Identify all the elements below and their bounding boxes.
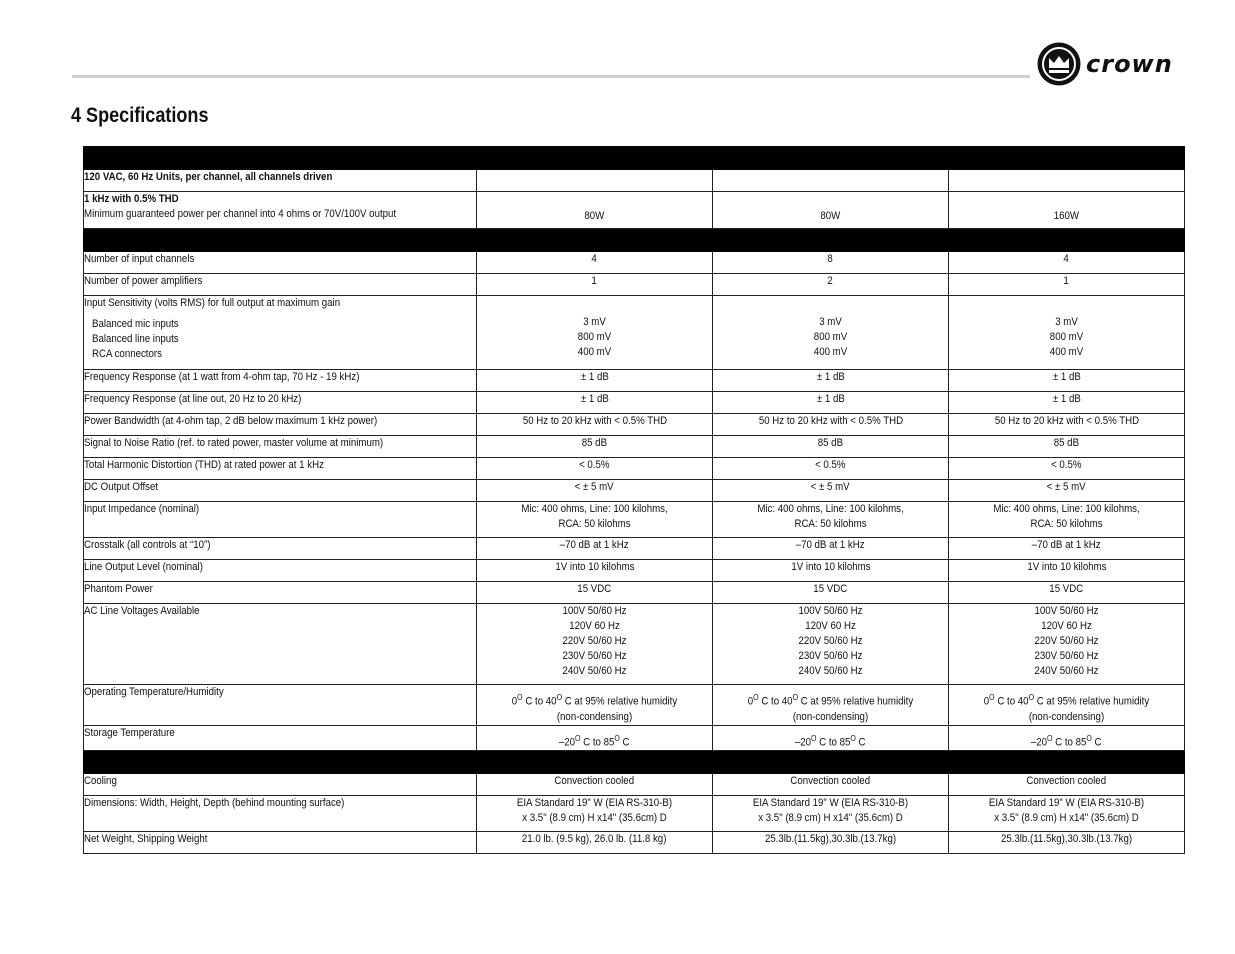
cell-text: 400 mV [813, 346, 848, 358]
cell-text: EIA Standard 19" W (EIA RS-310-B) [988, 797, 1145, 810]
cell-text: 50 Hz to 20 kHz with < 0.5% THD [522, 415, 667, 427]
cell-text: 8 [827, 253, 834, 265]
cell-text: 220V 50/60 Hz [1034, 635, 1099, 647]
cell-text: 4 [591, 253, 598, 265]
cell-text: 80W [584, 210, 605, 222]
row-label [84, 685, 477, 726]
section-bar-physical [84, 751, 1185, 774]
table-row [84, 370, 1185, 392]
row-label [84, 274, 477, 296]
cell-text: Mic: 400 ohms, Line: 100 kilohms, [993, 503, 1140, 515]
cell-text: Input Sensitivity (volts RMS) for full output at maximum gain [84, 297, 341, 309]
value-cell [477, 436, 713, 458]
cell-text: 15 VDC [577, 583, 612, 595]
table-row [84, 170, 1185, 192]
row-label [84, 414, 477, 436]
row-label [84, 502, 477, 538]
value-cell [949, 192, 1185, 229]
table-row [84, 192, 1185, 229]
table-row [84, 436, 1185, 458]
cell-text: C to 85 [816, 736, 851, 749]
cell-text: 85 dB [581, 437, 608, 449]
cell-text: 0 [511, 695, 518, 708]
value-cell [477, 774, 713, 796]
cell-text: 100V 50/60 Hz [798, 605, 863, 617]
row-label [84, 604, 477, 685]
row-label [84, 392, 477, 414]
cell-text: x 3.5" (8.9 cm) H x14" (35.6cm) D [758, 812, 903, 825]
value-cell [713, 414, 949, 436]
value-cell [713, 832, 949, 854]
table-row [84, 774, 1185, 796]
cell-text: 800 mV [813, 331, 848, 343]
cell-text: C [856, 736, 866, 749]
value-cell [713, 370, 949, 392]
value-cell [713, 252, 949, 274]
value-cell [949, 392, 1185, 414]
value-cell [713, 685, 949, 726]
cell-text: C to 40 [758, 695, 793, 708]
cell-text: Dimensions: Width, Height, Depth (behind mounting surface) [84, 797, 345, 810]
cell-text: 15 VDC [1049, 583, 1084, 595]
cell-text: Number of power amplifiers [84, 275, 203, 287]
value-cell [713, 582, 949, 604]
cell-text: Input Impedance (nominal) [84, 503, 200, 515]
cell-text: 230V 50/60 Hz [798, 650, 863, 662]
value-cell [713, 538, 949, 560]
crown-emblem-icon [1036, 41, 1082, 87]
cell-text [84, 317, 476, 362]
cell-text: ± 1 dB [580, 371, 609, 383]
degree-mark: O [1028, 693, 1035, 702]
cell-text: 0 [983, 695, 990, 708]
cell-text: Minimum guaranteed power per channel into 4 ohms or 70V/100V output [84, 208, 397, 220]
cell-text: 800 mV [577, 331, 612, 343]
value-cell [477, 414, 713, 436]
value-cell [949, 832, 1185, 854]
cell-text: 100V 50/60 Hz [1034, 605, 1099, 617]
cell-text: –70 dB at 1 kHz [796, 539, 865, 551]
table-row [84, 274, 1185, 296]
cell-text: 240V 50/60 Hz [798, 665, 863, 677]
spec-table [83, 146, 1185, 854]
row-label [84, 252, 477, 274]
value-cell [949, 774, 1185, 796]
cell-text: Cooling [84, 775, 117, 788]
degree-mark: O [792, 693, 799, 702]
cell-text: Convection cooled [790, 775, 871, 788]
cell-text: 800 mV [1049, 331, 1084, 343]
cell-text: EIA Standard 19" W (EIA RS-310-B) [516, 797, 673, 810]
degree-mark: O [753, 693, 759, 702]
cell-text: RCA: 50 kilohms [1030, 518, 1103, 530]
table-row [84, 582, 1185, 604]
value-cell [949, 538, 1185, 560]
cell-text: 85 dB [817, 437, 844, 449]
row-label [84, 436, 477, 458]
cell-text: 120V 60 Hz [569, 620, 620, 632]
cell-text: Line Output Level (nominal) [84, 561, 203, 573]
cell-text: ± 1 dB [1052, 393, 1081, 405]
table-row [84, 832, 1185, 854]
table-row [84, 685, 1185, 726]
table-row [84, 796, 1185, 832]
cell-text: –20 [795, 736, 812, 749]
degree-mark: O [850, 733, 857, 743]
cell-text: (non-condensing) [1028, 710, 1105, 723]
cell-text: 25.3lb.(11.5kg),30.3lb.(13.7kg) [1000, 833, 1133, 846]
value-cell [949, 502, 1185, 538]
cell-text: 160W [1053, 210, 1080, 222]
value-cell [949, 685, 1185, 726]
cell-text: 50 Hz to 20 kHz with < 0.5% THD [758, 415, 903, 427]
cell-text: 240V 50/60 Hz [562, 665, 627, 677]
value-cell [477, 502, 713, 538]
cell-text: –70 dB at 1 kHz [560, 539, 629, 551]
value-cell [949, 370, 1185, 392]
crown-logo [1036, 40, 1173, 88]
value-cell [477, 538, 713, 560]
value-cell [84, 147, 1185, 170]
cell-text [727, 690, 934, 710]
value-cell [713, 796, 949, 832]
cell-text: C to 40 [522, 695, 557, 708]
cell-text: < 0.5% [579, 459, 610, 471]
cell-text: C at 95% relative humidity [798, 695, 914, 708]
cell-text: EIA Standard 19" W (EIA RS-310-B) [752, 797, 909, 810]
cell-text: 3 mV [583, 316, 606, 328]
row-label [84, 832, 477, 854]
section-bar-performance [84, 229, 1185, 252]
value-cell [713, 502, 949, 538]
row-label [84, 192, 477, 229]
value-cell [713, 480, 949, 502]
row-label [84, 458, 477, 480]
degree-mark: O [811, 733, 817, 743]
value-cell [477, 274, 713, 296]
cell-text: C to 85 [580, 736, 615, 749]
value-cell [949, 458, 1185, 480]
value-cell [477, 480, 713, 502]
table-row [84, 296, 1185, 370]
value-cell [477, 560, 713, 582]
cell-text: 120 VAC, 60 Hz Units, per channel, all channels driven [84, 171, 333, 183]
value-cell [713, 170, 949, 192]
table-row [84, 538, 1185, 560]
value-cell [949, 480, 1185, 502]
logo-wordmark: crown [1086, 50, 1173, 78]
cell-text: Convection cooled [554, 775, 635, 788]
value-cell [713, 392, 949, 414]
cell-text: 1 kHz with 0.5% THD [84, 193, 179, 205]
value-cell [477, 296, 713, 370]
cell-text: Mic: 400 ohms, Line: 100 kilohms, [521, 503, 668, 515]
cell-text: 1 [1063, 275, 1070, 287]
value-cell [949, 414, 1185, 436]
value-cell [949, 796, 1185, 832]
row-label [84, 796, 477, 832]
value-cell [949, 582, 1185, 604]
cell-text: 100V 50/60 Hz [562, 605, 627, 617]
cell-text: Frequency Response (at line out, 20 Hz to 20 kHz) [84, 393, 302, 405]
cell-text: AC Line Voltages Available [84, 605, 200, 617]
cell-text: 1 [591, 275, 598, 287]
table-row [84, 480, 1185, 502]
cell-text: 21.0 lb. (9.5 kg), 26.0 lb. (11.8 kg) [522, 833, 667, 846]
degree-mark: O [614, 733, 621, 743]
cell-text: Storage Temperature [84, 726, 175, 739]
value-cell [949, 274, 1185, 296]
cell-text: 220V 50/60 Hz [798, 635, 863, 647]
cell-text: 120V 60 Hz [805, 620, 856, 632]
cell-text: Number of input channels [84, 253, 195, 265]
value-cell [477, 832, 713, 854]
row-label [84, 560, 477, 582]
cell-text: Frequency Response (at 1 watt from 4-ohm tap, 70 Hz - 19 kHz) [84, 371, 360, 383]
row-label [84, 538, 477, 560]
cell-text: 1V into 10 kilohms [554, 561, 635, 573]
value-cell [477, 192, 713, 229]
cell-text [795, 731, 866, 751]
cell-text: (non-condensing) [792, 710, 869, 723]
cell-text: 230V 50/60 Hz [1034, 650, 1099, 662]
table-row [84, 502, 1185, 538]
value-cell [477, 458, 713, 480]
value-cell [713, 560, 949, 582]
degree-mark: O [1047, 733, 1053, 743]
cell-text: 15 VDC [813, 583, 848, 595]
cell-text: 0 [747, 695, 754, 708]
cell-text: Balanced line inputs [92, 333, 179, 345]
value-cell [713, 192, 949, 229]
value-cell [949, 604, 1185, 685]
degree-mark: O [575, 733, 581, 743]
row-label [84, 582, 477, 604]
value-cell [713, 774, 949, 796]
cell-text: Balanced mic inputs [92, 318, 179, 330]
cell-text: 2 [827, 275, 834, 287]
page-title: 4 Specifications [71, 104, 209, 127]
cell-text: 220V 50/60 Hz [562, 635, 627, 647]
cell-text: ± 1 dB [816, 393, 845, 405]
cell-text: < ± 5 mV [811, 481, 850, 493]
cell-text: < 0.5% [815, 459, 846, 471]
table-row [84, 392, 1185, 414]
cell-text: 400 mV [577, 346, 612, 358]
cell-text: DC Output Offset [84, 481, 159, 493]
cell-text: C to 40 [994, 695, 1029, 708]
cell-text [491, 690, 698, 710]
cell-text: 1V into 10 kilohms [1026, 561, 1107, 573]
cell-text: –20 [559, 736, 576, 749]
value-cell [477, 252, 713, 274]
cell-text [1031, 731, 1102, 751]
value-cell [713, 458, 949, 480]
cell-text: 50 Hz to 20 kHz with < 0.5% THD [994, 415, 1139, 427]
table-row [84, 604, 1185, 685]
degree-mark: O [556, 693, 563, 702]
cell-text: 400 mV [1049, 346, 1084, 358]
value-cell [713, 436, 949, 458]
value-cell [477, 170, 713, 192]
value-cell [84, 229, 1185, 252]
value-cell [949, 436, 1185, 458]
value-cell [949, 170, 1185, 192]
cell-text: < 0.5% [1051, 459, 1082, 471]
value-cell [84, 751, 1185, 774]
value-cell [713, 604, 949, 685]
cell-text: Power Bandwidth (at 4-ohm tap, 2 dB below maximum 1 kHz power) [84, 415, 378, 427]
cell-text: 3 mV [1055, 316, 1078, 328]
cell-text: 120V 60 Hz [1041, 620, 1092, 632]
cell-text: RCA: 50 kilohms [794, 518, 867, 530]
cell-text: 80W [820, 210, 841, 222]
degree-mark: O [517, 693, 523, 702]
cell-text: RCA: 50 kilohms [558, 518, 631, 530]
cell-text: < ± 5 mV [1047, 481, 1086, 493]
cell-text: Mic: 400 ohms, Line: 100 kilohms, [757, 503, 904, 515]
table-row [84, 252, 1185, 274]
cell-text: C [620, 736, 630, 749]
row-label [84, 370, 477, 392]
table-row [84, 560, 1185, 582]
value-cell [949, 725, 1185, 751]
cell-text: (non-condensing) [556, 710, 633, 723]
row-label [84, 774, 477, 796]
cell-text: 3 mV [819, 316, 842, 328]
cell-text: ± 1 dB [1052, 371, 1081, 383]
cell-text: Operating Temperature/Humidity [84, 686, 224, 698]
cell-text: ± 1 dB [580, 393, 609, 405]
cell-text: 240V 50/60 Hz [1034, 665, 1099, 677]
header-rule [72, 75, 1030, 78]
row-label [84, 725, 477, 751]
degree-mark: O [1086, 733, 1093, 743]
table-row [84, 458, 1185, 480]
cell-text: Signal to Noise Ratio (ref. to rated power, master volume at minimum) [84, 437, 384, 449]
value-cell [949, 252, 1185, 274]
cell-text: C at 95% relative humidity [562, 695, 678, 708]
cell-text: 1V into 10 kilohms [790, 561, 871, 573]
cell-text: Convection cooled [1026, 775, 1107, 788]
section-bar-output [84, 147, 1185, 170]
cell-text: C at 95% relative humidity [1034, 695, 1150, 708]
cell-text: 85 dB [1053, 437, 1080, 449]
cell-text: x 3.5" (8.9 cm) H x14" (35.6cm) D [522, 812, 667, 825]
value-cell [713, 296, 949, 370]
value-cell [477, 370, 713, 392]
value-cell [477, 685, 713, 726]
cell-text: Crosstalk (all controls at “10”) [84, 539, 211, 551]
value-cell [477, 796, 713, 832]
cell-text: ± 1 dB [816, 371, 845, 383]
value-cell [949, 560, 1185, 582]
cell-text: Net Weight, Shipping Weight [84, 833, 208, 846]
cell-text: 25.3lb.(11.5kg),30.3lb.(13.7kg) [764, 833, 897, 846]
cell-text: RCA connectors [92, 348, 162, 360]
cell-text [963, 690, 1170, 710]
value-cell [477, 582, 713, 604]
cell-text: Total Harmonic Distortion (THD) at rated power at 1 kHz [84, 459, 324, 471]
cell-text: –20 [1031, 736, 1048, 749]
cell-text: C [1092, 736, 1102, 749]
cell-text: –70 dB at 1 kHz [1032, 539, 1101, 551]
value-cell [477, 392, 713, 414]
value-cell [477, 604, 713, 685]
row-label [84, 480, 477, 502]
row-label [84, 170, 477, 192]
cell-text: C to 85 [1052, 736, 1087, 749]
cell-text: < ± 5 mV [575, 481, 614, 493]
cell-text: 4 [1063, 253, 1070, 265]
value-cell [713, 274, 949, 296]
value-cell [713, 725, 949, 751]
cell-text [559, 731, 630, 751]
table-row [84, 725, 1185, 751]
cell-text: 230V 50/60 Hz [562, 650, 627, 662]
table-row [84, 414, 1185, 436]
cell-text: x 3.5" (8.9 cm) H x14" (35.6cm) D [994, 812, 1139, 825]
value-cell [477, 725, 713, 751]
value-cell [949, 296, 1185, 370]
degree-mark: O [989, 693, 995, 702]
cell-text: Phantom Power [84, 583, 153, 595]
row-label [84, 296, 477, 370]
